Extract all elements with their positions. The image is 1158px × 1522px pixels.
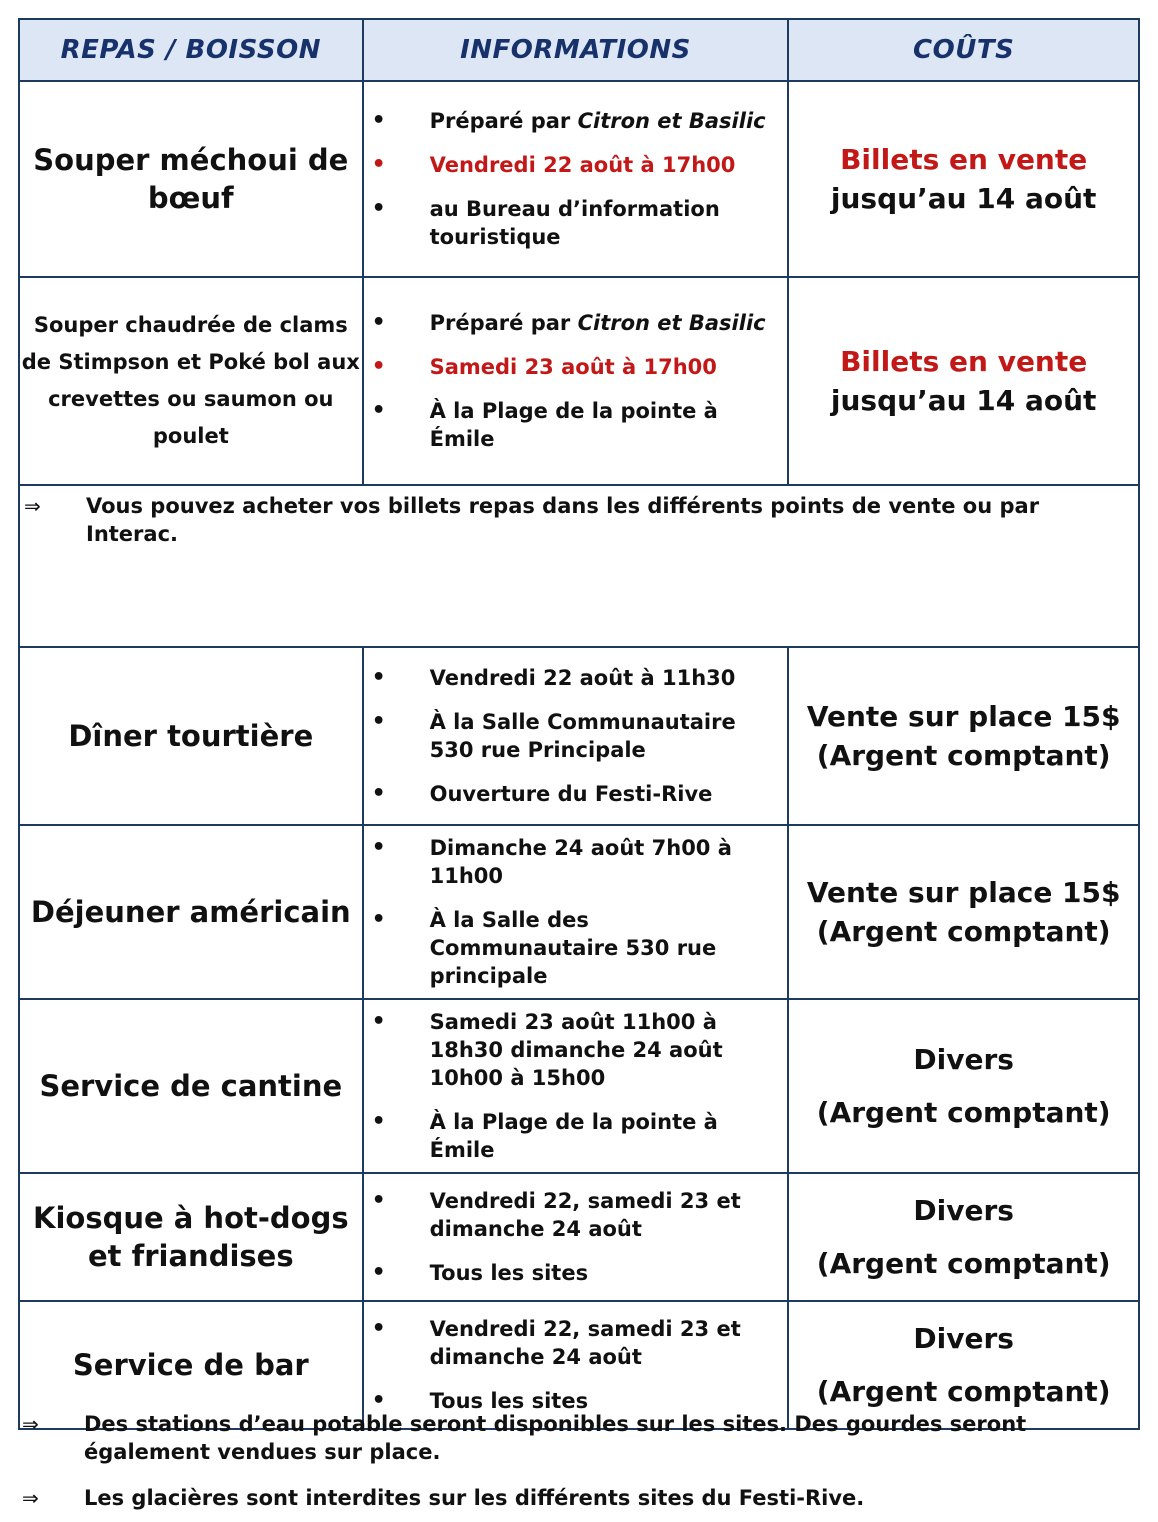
meal-name: Service de cantine: [19, 999, 363, 1173]
cost-red: Billets en vente: [840, 345, 1088, 378]
info-item: • Vendredi 22, samedi 23 et dimanche 24 août: [372, 1187, 782, 1243]
cost-cell: [788, 1173, 1139, 1301]
cost-text: jusqu’au 14 août: [830, 182, 1097, 215]
cost-text: Divers: [913, 1194, 1014, 1227]
info-item: • À la Salle Communautaire 530 rue Principale: [372, 708, 782, 764]
meal-name: Service de bar: [19, 1301, 363, 1429]
cost-cell: [788, 277, 1139, 485]
info-item: • Tous les sites: [372, 1387, 782, 1415]
info-cell: [363, 999, 789, 1173]
arrow-icon: ⇒: [22, 1486, 39, 1510]
info-item: • À la Plage de la pointe à Émile: [372, 1108, 782, 1164]
arrow-icon: ⇒: [22, 1412, 39, 1436]
note-cell: [19, 485, 1139, 647]
table-row: [19, 1173, 1139, 1301]
cost-text: Divers: [913, 1322, 1014, 1355]
info-item-date: • Vendredi 22 août à 17h00: [372, 151, 782, 179]
cost-text: (Argent comptant): [816, 1096, 1111, 1129]
info-cell: [363, 277, 789, 485]
cost-cell: [788, 81, 1139, 277]
info-item: • À la Plage de la pointe à Émile: [372, 397, 782, 453]
table-row: [19, 999, 1139, 1173]
info-cell: [363, 825, 789, 999]
info-item: • Tous les sites: [372, 1259, 782, 1287]
note-line: [20, 492, 1138, 548]
info-item-date: • Samedi 23 août à 17h00: [372, 353, 782, 381]
meal-name: Souper méchoui de bœuf: [19, 81, 363, 277]
note-text: Vous pouvez acheter vos billets repas dans les différents points de vente ou par Interac.: [86, 494, 1040, 546]
info-item: • Ouverture du Festi-Rive: [372, 780, 782, 808]
table-row: [19, 277, 1139, 485]
table-row: [19, 825, 1139, 999]
info-item: • Préparé par Citron et Basilic: [372, 107, 782, 135]
cost-text: (Argent comptant): [816, 1375, 1111, 1408]
footer-note-text: Des stations d’eau potable seront disponibles sur les sites. Des gourdes seront également vendues sur place.: [84, 1412, 1027, 1464]
footer-notes: [18, 1410, 1140, 1512]
info-cell: [363, 647, 789, 825]
info-item: • Vendredi 22 août à 11h30: [372, 664, 782, 692]
info-item: • Vendredi 22, samedi 23 et dimanche 24 août: [372, 1315, 782, 1371]
cost-text: (Argent comptant): [816, 739, 1111, 772]
cost-cell: [788, 999, 1139, 1173]
info-item: • À la Salle des Communautaire 530 rue principale: [372, 906, 782, 990]
meal-name: Dîner tourtière: [19, 647, 363, 825]
cost-cell: [788, 825, 1139, 999]
header-cost: COÛTS: [788, 19, 1139, 81]
info-cell: [363, 1173, 789, 1301]
cost-text: Vente sur place 15$: [806, 700, 1121, 733]
meals-table: [18, 18, 1140, 1430]
header-info: INFORMATIONS: [363, 19, 789, 81]
cost-text: Divers: [913, 1043, 1014, 1076]
arrow-icon: ⇒: [24, 494, 41, 518]
cost-red: Billets en vente: [840, 143, 1088, 176]
info-item: • Préparé par Citron et Basilic: [372, 309, 782, 337]
meal-name: Déjeuner américain: [19, 825, 363, 999]
info-item: • au Bureau d’information touristique: [372, 195, 782, 251]
header-meal: REPAS / BOISSON: [19, 19, 363, 81]
cost-text: (Argent comptant): [816, 915, 1111, 948]
table-header-row: [19, 19, 1139, 81]
info-item: • Samedi 23 août 11h00 à 18h30 dimanche 24 août 10h00 à 15h00: [372, 1008, 782, 1092]
table-row: [19, 81, 1139, 277]
cost-cell: [788, 647, 1139, 825]
note-row: [19, 485, 1139, 647]
info-cell: [363, 81, 789, 277]
info-item: • Dimanche 24 août 7h00 à 11h00: [372, 834, 782, 890]
meal-name: Souper chaudrée de clams de Stimpson et Poké bol aux crevettes ou saumon ou poulet: [19, 277, 363, 485]
cost-text: Vente sur place 15$: [806, 876, 1121, 909]
cost-text: (Argent comptant): [816, 1247, 1111, 1280]
footer-note: [18, 1410, 1140, 1466]
footer-note: [18, 1484, 1140, 1512]
table-row: [19, 647, 1139, 825]
meal-name: Kiosque à hot-dogs et friandises: [19, 1173, 363, 1301]
cost-text: jusqu’au 14 août: [830, 384, 1097, 417]
footer-note-text: Les glacières sont interdites sur les différents sites du Festi-Rive.: [84, 1486, 865, 1510]
